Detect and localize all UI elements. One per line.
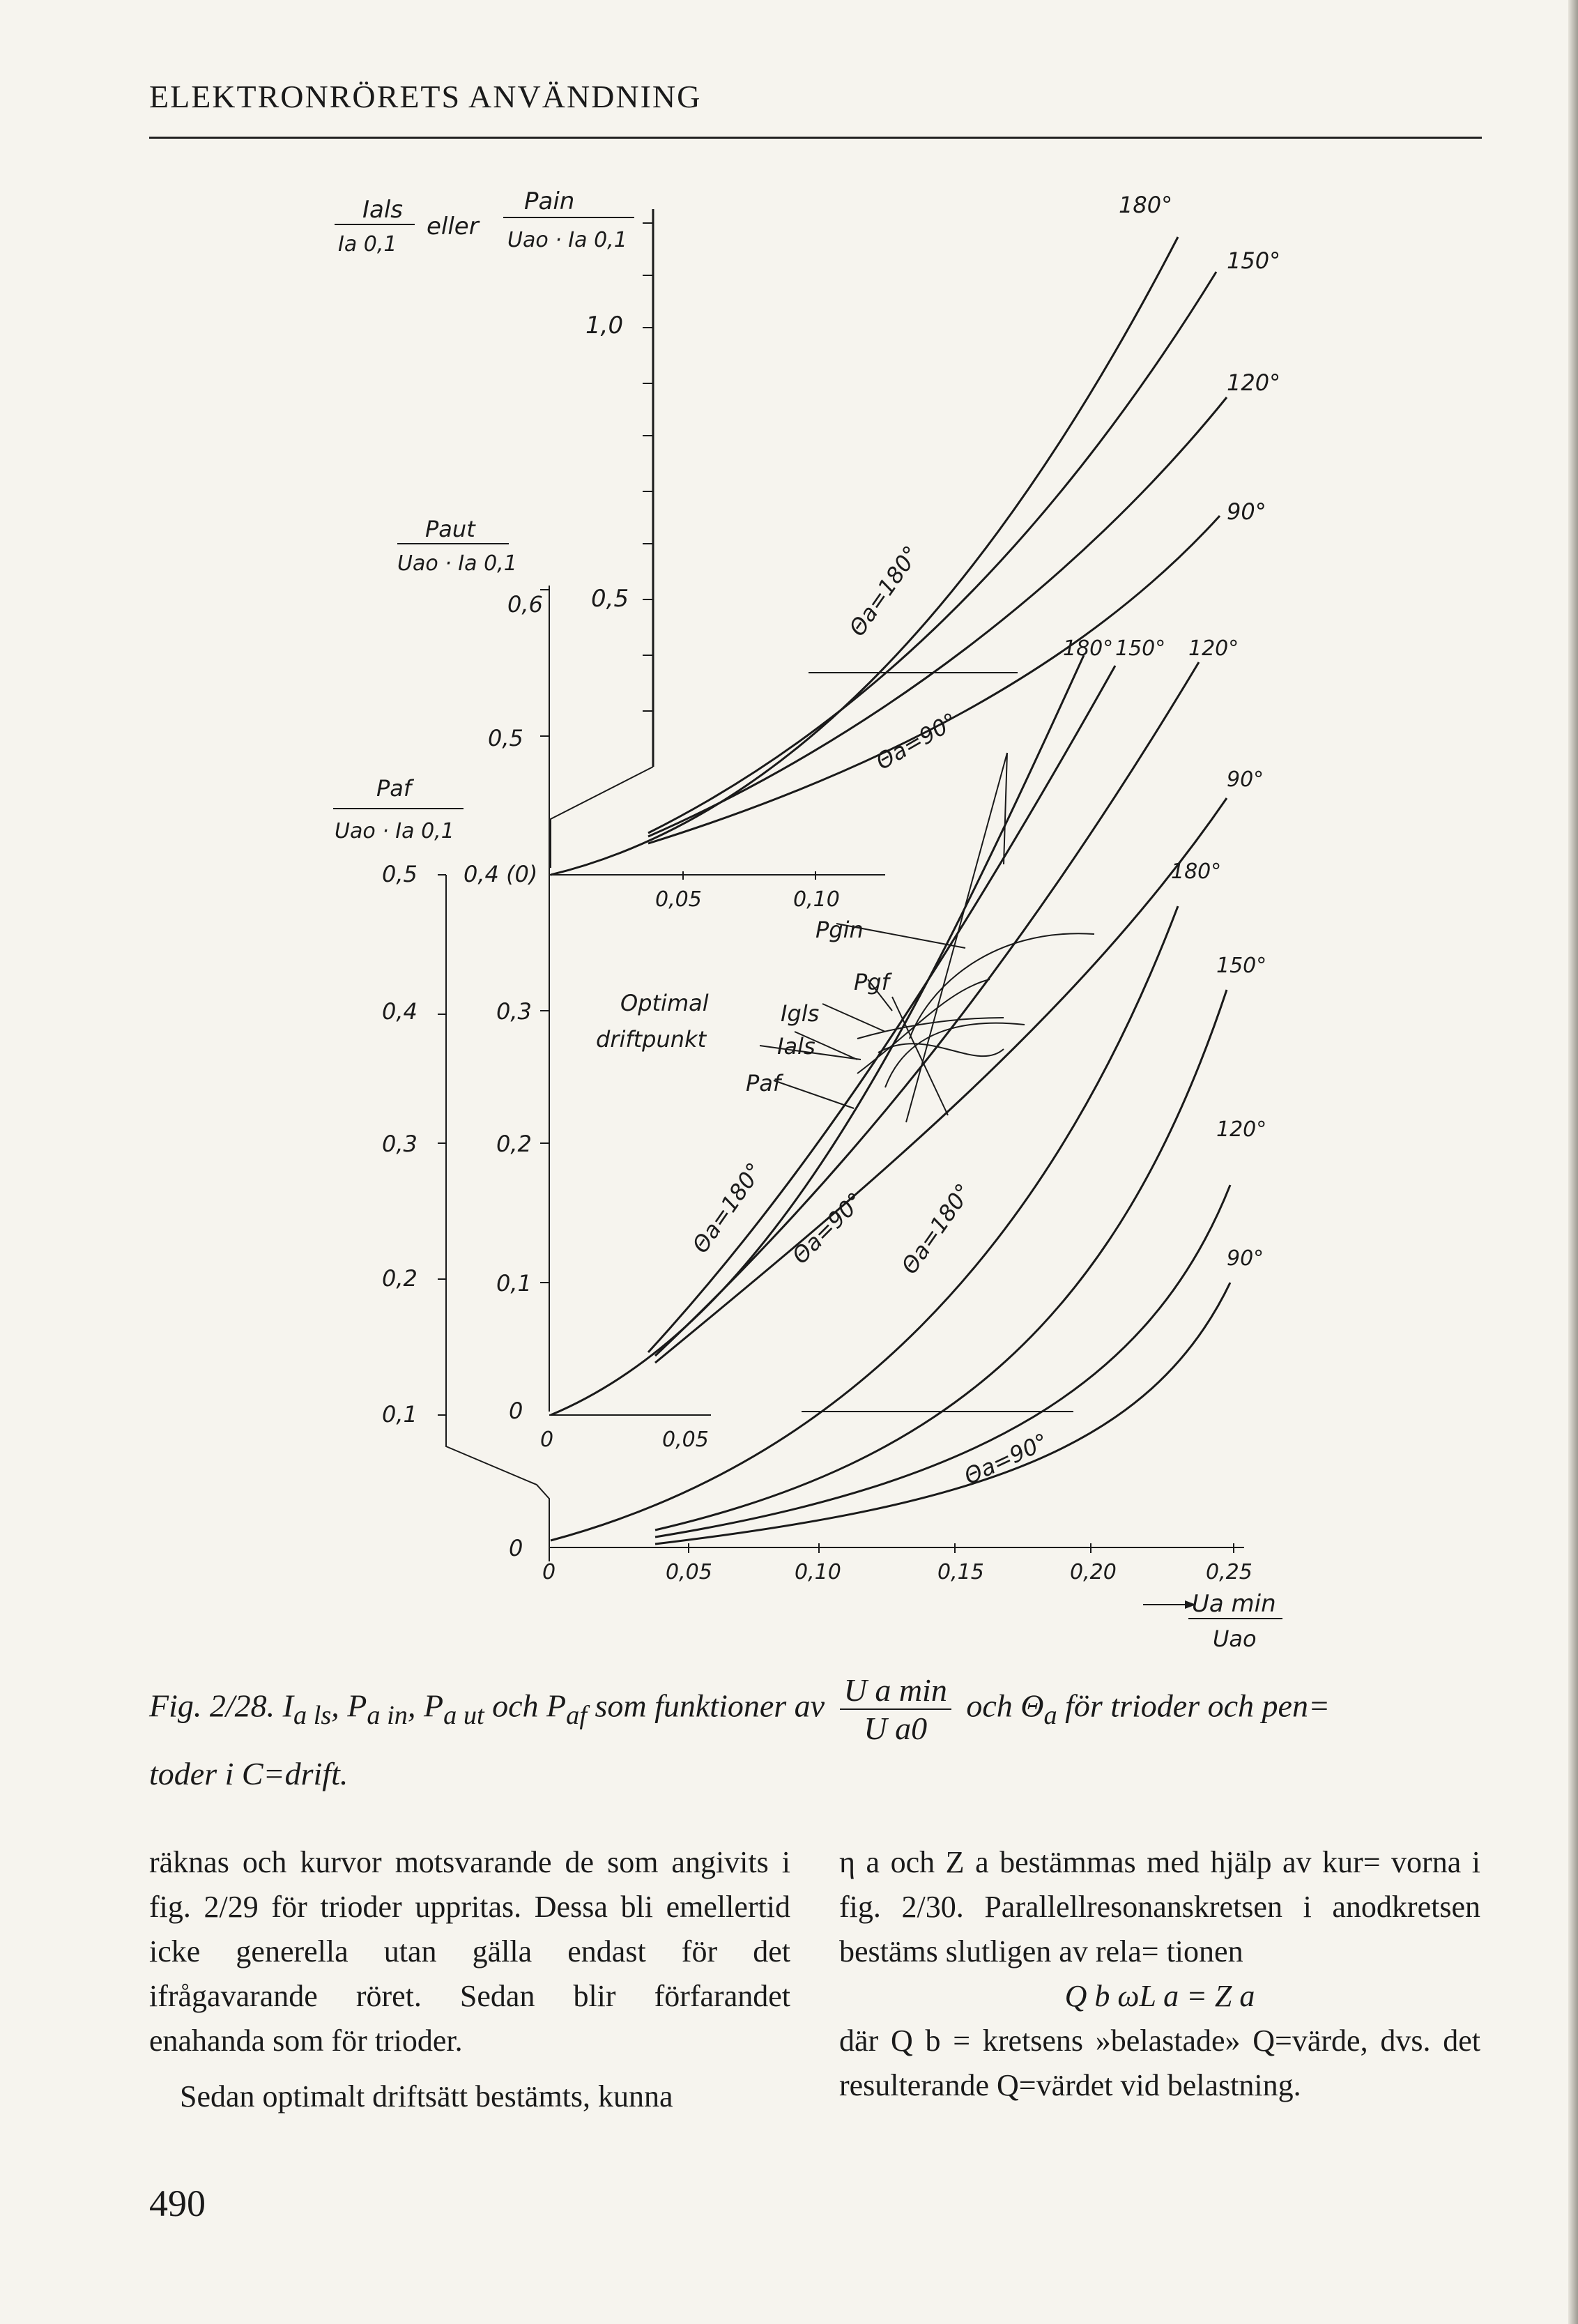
top-y-ticks xyxy=(643,223,653,711)
svg-text:0,3: 0,3 xyxy=(496,998,532,1025)
resonance-formula: Q b ωL a = Z a xyxy=(1064,1979,1255,2013)
svg-text:0,5: 0,5 xyxy=(382,861,418,887)
page-number: 490 xyxy=(149,2182,206,2224)
svg-text:Θa=90°: Θa=90° xyxy=(960,1428,1052,1490)
left-paragraph-2: Sedan optimalt driftsätt bestämts, kunna xyxy=(180,2079,673,2113)
figure-caption-line1: Fig. 2/28. $I_{a ls}$, $P_{a in}$, $P_{a ut}$ och $P_{af}$ som funktioner av $\frac{\text{U a min}}{\text{U a0}}$ och $\Theta_a$ för trioder och pen= xyxy=(149,1672,1330,1746)
svg-text:Ials: Ials xyxy=(362,196,404,224)
top-curve-120 xyxy=(648,397,1227,836)
left-paragraph-1: räknas och kurvor motsvarande de som angivits i fig. 2/29 för trioder uppritas. Dessa bli emellertid icke generella utan gälla endast för det ifrågavarande röret. Sedan blir förfarandet enahanda som för trioder. xyxy=(149,1845,790,2058)
svg-text:0,1: 0,1 xyxy=(382,1401,418,1428)
bot-curve-150 xyxy=(655,990,1227,1530)
svg-text:0,10: 0,10 xyxy=(795,1560,841,1584)
svg-text:0,15: 0,15 xyxy=(937,1560,984,1584)
svg-text:Pgf: Pgf xyxy=(854,969,889,995)
svg-text:eller: eller xyxy=(427,213,479,240)
svg-text:0,2: 0,2 xyxy=(382,1265,418,1292)
bot-curve-90 xyxy=(655,1283,1230,1544)
svg-text:0,5: 0,5 xyxy=(488,725,523,751)
svg-text:120°: 120° xyxy=(1188,636,1239,661)
svg-text:90°: 90° xyxy=(1227,498,1266,525)
svg-text:Uao · Ia 0,1: Uao · Ia 0,1 xyxy=(335,819,454,843)
svg-text:Optimal: Optimal xyxy=(620,990,709,1016)
svg-text:Θa=90°: Θa=90° xyxy=(786,1187,869,1269)
svg-text:150°: 150° xyxy=(1115,636,1166,661)
svg-text:180°: 180° xyxy=(1171,859,1222,884)
svg-text:Θa=180°: Θa=180° xyxy=(843,540,925,641)
left-y-axis xyxy=(446,875,549,1561)
svg-text:Ua min: Ua min xyxy=(1192,1590,1276,1618)
svg-text:0,4: 0,4 xyxy=(382,998,418,1025)
caption-fraction: $\frac{\text{U a min}}{\text{U a0}}$ xyxy=(840,1672,951,1747)
right-paragraph-1: η a och Z a bestämmas med hjälp av kur= vorna i fig. 2/30. Parallellresonanskretsen i anodkretsen bestäms slutligen av rela= tionen xyxy=(839,1845,1480,1968)
svg-text:Uao · Ia 0,1: Uao · Ia 0,1 xyxy=(507,228,627,252)
svg-text:0,25: 0,25 xyxy=(1206,1560,1253,1584)
svg-text:0: 0 xyxy=(540,1428,554,1452)
svg-text:0,05: 0,05 xyxy=(655,887,702,912)
svg-text:0,05: 0,05 xyxy=(662,1428,709,1452)
svg-text:Paf: Paf xyxy=(376,775,412,802)
svg-text:150°: 150° xyxy=(1216,954,1267,978)
svg-text:0: 0 xyxy=(509,1535,523,1561)
svg-text:180°: 180° xyxy=(1063,636,1114,661)
svg-text:Ia 0,1: Ia 0,1 xyxy=(338,232,397,257)
svg-text:0,5: 0,5 xyxy=(591,585,629,613)
svg-text:1,0: 1,0 xyxy=(585,312,624,339)
svg-text:150°: 150° xyxy=(1227,247,1281,274)
svg-text:Igls: Igls xyxy=(781,1000,820,1027)
svg-text:Pain: Pain xyxy=(524,188,575,215)
right-column xyxy=(839,1840,1480,2108)
mid-curve-90 xyxy=(655,798,1227,1363)
svg-text:180°: 180° xyxy=(1119,192,1173,218)
top-curve-150 xyxy=(648,272,1216,833)
figure-caption-line2: toder i C=drift. xyxy=(149,1756,348,1791)
svg-text:Θa=180°: Θa=180° xyxy=(896,1178,977,1279)
svg-text:0: 0 xyxy=(542,1560,556,1584)
svg-text:Ials: Ials xyxy=(777,1033,815,1060)
svg-text:120°: 120° xyxy=(1216,1117,1267,1142)
svg-text:90°: 90° xyxy=(1227,1246,1264,1271)
svg-text:0,3: 0,3 xyxy=(382,1131,418,1157)
pgf-curve xyxy=(885,1023,1025,1087)
svg-text:Θa=90°: Θa=90° xyxy=(871,707,963,775)
left-column xyxy=(149,1840,790,2119)
right-paragraph-2: där Q b = kretsens »belastade» Q=värde, dvs. det resulterande Q=värdet vid belastning. xyxy=(839,2024,1480,2102)
svg-text:0: 0 xyxy=(509,1398,523,1424)
svg-text:0,20: 0,20 xyxy=(1070,1560,1117,1584)
top-curve-180 xyxy=(551,237,1178,875)
svg-text:Uao: Uao xyxy=(1213,1626,1257,1652)
svg-text:Pgin: Pgin xyxy=(815,917,864,943)
svg-text:Θa=180°: Θa=180° xyxy=(687,1157,768,1258)
mid-y-ticks xyxy=(540,590,549,1283)
svg-text:0,10: 0,10 xyxy=(793,887,840,912)
svg-text:0,4 (0): 0,4 (0) xyxy=(464,861,538,887)
igls-curve xyxy=(878,1043,1004,1056)
top-axis-connector xyxy=(551,767,653,868)
svg-text:driftpunkt: driftpunkt xyxy=(596,1026,707,1053)
running-head: ELEKTRONRÖRETS ANVÄNDNING xyxy=(149,79,702,114)
svg-text:0,2: 0,2 xyxy=(496,1131,532,1157)
svg-text:0,1: 0,1 xyxy=(496,1270,532,1297)
svg-text:Paf: Paf xyxy=(746,1070,781,1096)
svg-text:Paut: Paut xyxy=(425,516,475,542)
svg-text:90°: 90° xyxy=(1227,767,1264,792)
svg-text:Uao · Ia 0,1: Uao · Ia 0,1 xyxy=(397,551,517,576)
svg-text:0,6: 0,6 xyxy=(507,591,543,618)
left-y-ticks xyxy=(438,875,446,1415)
svg-text:120°: 120° xyxy=(1227,369,1281,396)
svg-text:0,05: 0,05 xyxy=(666,1560,712,1584)
